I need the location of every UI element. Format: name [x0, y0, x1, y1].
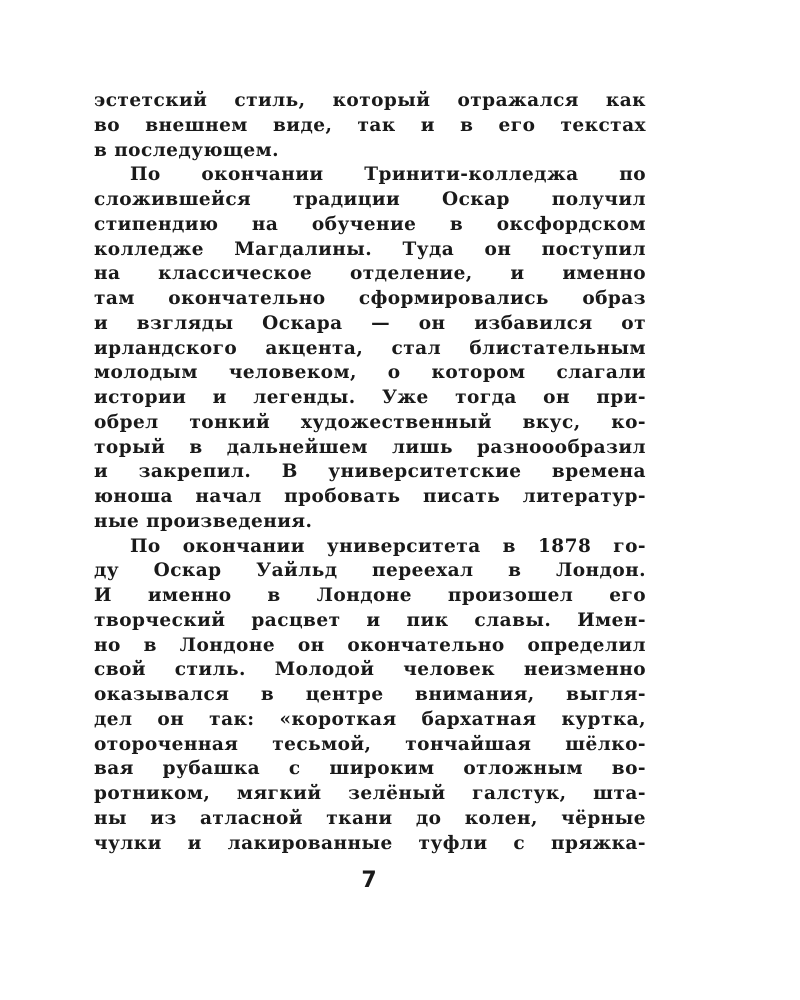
text-line: во внешнем виде, так и в его текстах	[94, 114, 646, 136]
text-line: юноша начал пробовать писать литератур-	[94, 486, 646, 507]
text-line: ду Оскар Уайльд переехал в Лондон.	[94, 560, 646, 582]
text-line: дел он так: «короткая бархатная куртка,	[94, 708, 646, 730]
text-line: истории и легенды. Уже тогда он при-	[94, 387, 646, 408]
text-line: свой стиль. Молодой человек неизменно	[94, 659, 646, 681]
text-line: там окончательно сформировались образ	[94, 288, 646, 309]
text-line: обрел тонкий художественный вкус, ко-	[94, 411, 646, 433]
body-text	[94, 89, 646, 856]
text-line: но в Лондоне он окончательно определил	[94, 634, 646, 656]
paragraph-first-line: По окончании университета в 1878 го-	[130, 535, 646, 557]
text-line: ны из атласной ткани до колен, чёрные	[94, 807, 646, 829]
page-number: 7	[361, 868, 377, 893]
text-line: эстетский стиль, который отражался как	[94, 90, 646, 111]
text-line: вая рубашка с широким отложным во-	[94, 758, 646, 780]
text-line: молодым человеком, о котором слагали	[94, 362, 646, 384]
text-line: и закрепил. В университетские времена	[94, 461, 646, 483]
text-line: отороченная тесьмой, тончайшая шёлко-	[94, 733, 646, 755]
text-line: сложившейся традиции Оскар получил	[94, 189, 646, 210]
text-line: и взгляды Оскара — он избавился от	[94, 312, 646, 334]
text-line: на классическое отделение, и именно	[94, 263, 646, 285]
text-line: чулки и лакированные туфли с пряжка-	[94, 832, 646, 854]
text-line: колледже Магдалины. Туда он поступил	[94, 238, 646, 260]
text-line: в последующем.	[94, 139, 279, 161]
text-line: ирландского акцента, стал блистательным	[94, 337, 646, 359]
text-line: ные произведения.	[94, 510, 313, 532]
paragraph-first-line: По окончании Тринити-колледжа по	[130, 164, 646, 186]
text-line: ротником, мягкий зелёный галстук, шта-	[94, 783, 646, 804]
text-line: торый в дальнейшем лишь разнооoбразил	[94, 436, 646, 458]
text-line: оказывался в центре внимания, выгля-	[94, 684, 646, 705]
text-line: творческий расцвет и пик славы. Имен-	[94, 609, 646, 631]
text-line: И именно в Лондоне произошел его	[94, 585, 646, 606]
text-line: стипендию на обучение в оксфордском	[94, 213, 646, 235]
